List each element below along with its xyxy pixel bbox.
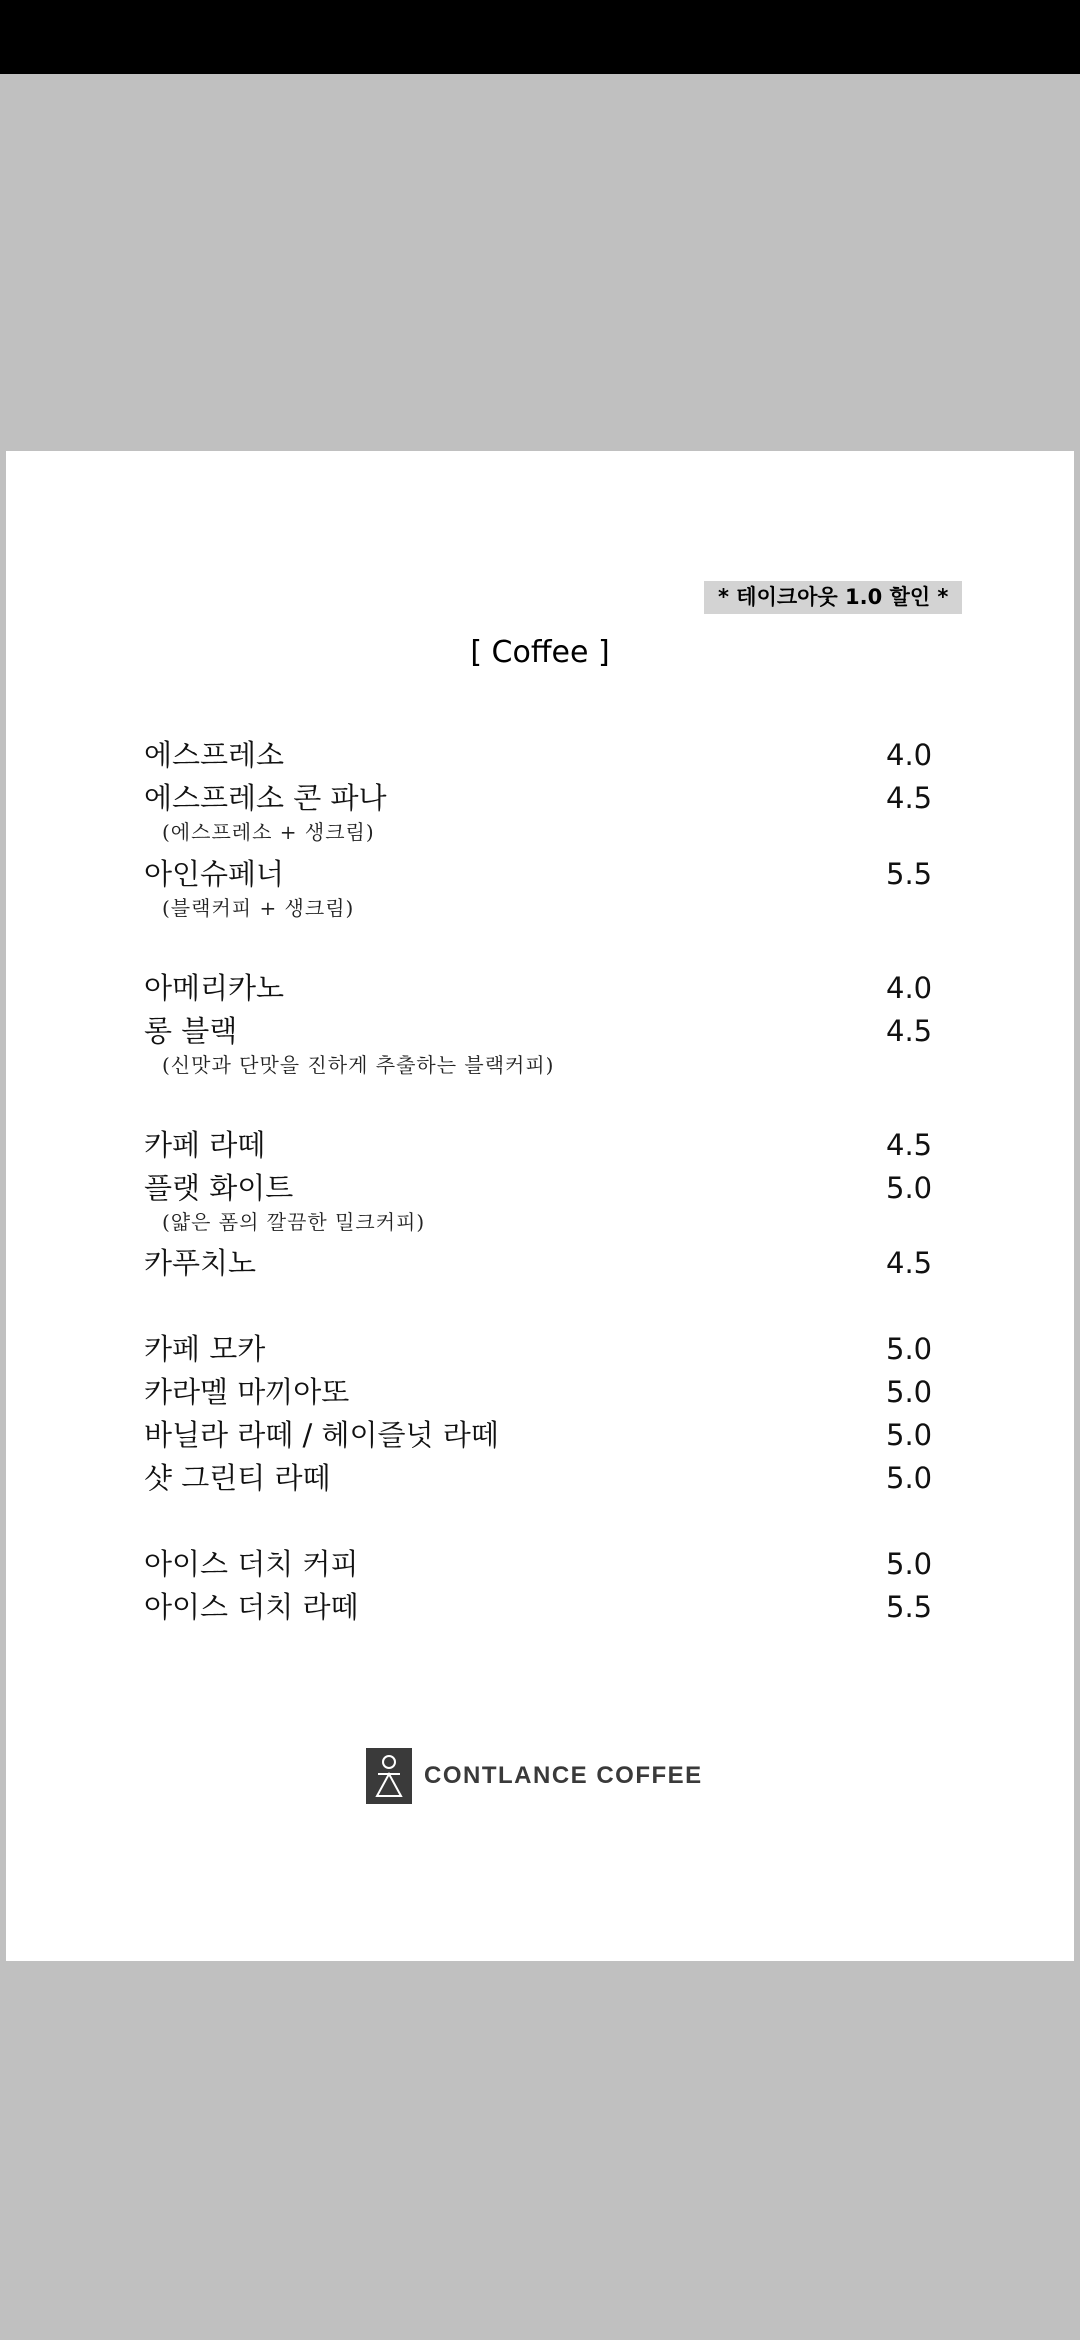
menu-item-name: 카푸치노 [144,1246,257,1280]
menu-item-price: 4.5 [886,1246,933,1280]
menu-item-name: 아메리카노 [144,971,285,1005]
menu-item-name: 플랫 화이트 [144,1171,294,1205]
menu-item-description: (에스프레소 + 생크림) [162,820,375,844]
menu-item-name: 에스프레소 [144,738,285,772]
menu-item-name: 아이스 더치 라떼 [144,1590,359,1624]
takeout-discount-note: * 테이크아웃 1.0 할인 * [704,581,962,614]
menu-item-price: 5.0 [886,1461,933,1495]
menu-item-name: 카라멜 마끼아또 [144,1375,350,1409]
brand-logo [366,1748,703,1804]
menu-item-price: 5.5 [886,1590,933,1624]
menu-item-name: 카페 모카 [144,1332,266,1366]
menu-item-name: 아인슈페너 [144,857,285,891]
menu-item-name: 아이스 더치 커피 [144,1547,359,1581]
status-bar [0,0,1080,74]
menu-item-price: 5.5 [886,857,933,891]
menu-item-price: 5.0 [886,1332,933,1366]
menu-item-price: 4.5 [886,1014,933,1048]
menu-item-price: 4.5 [886,781,933,815]
menu-item-price: 5.0 [886,1171,933,1205]
menu-item-name: 롱 블랙 [144,1014,238,1048]
menu-item-name: 바닐라 라떼 / 헤이즐넛 라떼 [144,1418,499,1452]
menu-item-price: 4.0 [886,971,933,1005]
menu-item-name: 카페 라떼 [144,1128,266,1162]
menu-page[interactable] [6,451,1074,1961]
person-logo-icon [366,1748,412,1804]
menu-item-description: (얇은 폼의 깔끔한 밀크커피) [162,1210,426,1234]
brand-name: CONTLANCE COFFEE [424,1762,703,1789]
section-title: [ Coffee ] [470,635,610,670]
menu-item-price: 5.0 [886,1547,933,1581]
menu-item-price: 4.0 [886,738,933,772]
menu-item-description: (신맛과 단맛을 진하게 추출하는 블랙커피) [162,1053,555,1077]
menu-item-price: 5.0 [886,1375,933,1409]
menu-item-description: (블랙커피 + 생크림) [162,896,355,920]
menu-item-price: 5.0 [886,1418,933,1452]
menu-item-price: 4.5 [886,1128,933,1162]
menu-item-name: 샷 그린티 라떼 [144,1461,331,1495]
menu-item-name: 에스프레소 콘 파나 [144,781,387,815]
